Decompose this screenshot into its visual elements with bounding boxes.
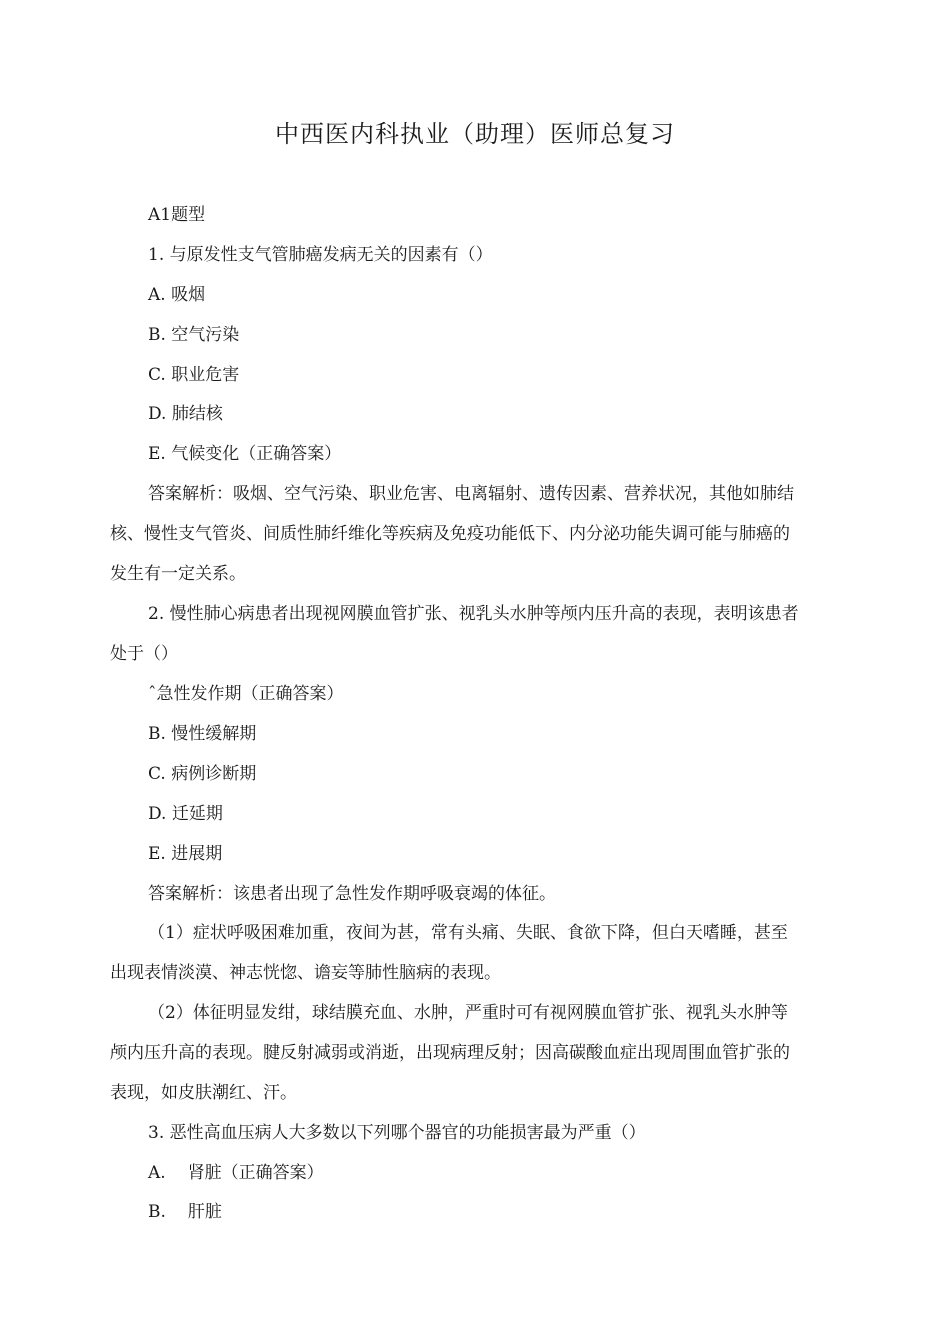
question-1-option-a: A. 吸烟 [148, 285, 206, 305]
question-1-option-e: E. 气候变化（正确答案） [148, 444, 342, 464]
option-text: 肾脏（正确答案） [187, 1163, 324, 1183]
question-2-stem-line: 处于（） [110, 644, 178, 664]
question-3-option-a [148, 1161, 848, 1185]
question-2-option-e: E. 进展期 [148, 844, 223, 864]
page-title: 中西医内科执业（助理）医师总复习 [275, 120, 675, 148]
question-2-option-b: B. 慢性缓解期 [148, 724, 257, 744]
question-1-analysis-line: 核、慢性支气管炎、间质性肺纤维化等疾病及免疫功能低下、内分泌功能失调可能与肺癌的 [110, 524, 790, 544]
section-heading: A1题型 [148, 205, 206, 225]
question-2-point-1-line: （1）症状呼吸困难加重，夜间为甚，常有头痛、失眠、食欲下降，但白天嗜睡，甚至 [148, 923, 788, 943]
question-2-point-1-line: 出现表情淡漠、神志恍惚、谵妄等肺性脑病的表现。 [110, 963, 501, 983]
question-3-option-b [148, 1200, 848, 1224]
question-1-option-b: B. 空气污染 [148, 325, 240, 345]
question-1-option-c: C. 职业危害 [148, 365, 240, 385]
question-1-option-d: D. 肺结核 [148, 404, 223, 424]
option-text: 肝脏 [187, 1202, 222, 1222]
question-1-analysis-line: 答案解析：吸烟、空气污染、职业危害、电离辐射、遗传因素、营养状况，其他如肺结 [148, 484, 794, 504]
question-2-point-2-line: 颅内压升高的表现。腱反射减弱或消逝，出现病理反射；因高碳酸血症出现周围血管扩张的 [110, 1043, 790, 1063]
question-2-option-c: C. 病例诊断期 [148, 764, 257, 784]
question-2-stem-line: 2. 慢性肺心病患者出现视网膜血管扩张、视乳头水肿等颅内压升高的表现，表明该患者 [148, 604, 799, 624]
option-letter: A. [148, 1163, 166, 1183]
question-1-analysis-line: 发生有一定关系。 [110, 564, 246, 584]
option-letter: B. [148, 1202, 166, 1222]
question-1-stem: 1. 与原发性支气管肺癌发病无关的因素有（） [148, 245, 493, 265]
question-2-option-d: D. 迁延期 [148, 804, 223, 824]
question-3-stem: 3. 恶性高血压病人大多数以下列哪个器官的功能损害最为严重（） [148, 1123, 646, 1143]
question-2-point-2-line: （2）体征明显发绀，球结膜充血、水肿，严重时可有视网膜血管扩张、视乳头水肿等 [148, 1003, 788, 1023]
question-2-option-a: ˆ急性发作期（正确答案） [148, 684, 344, 704]
question-2-analysis-intro: 答案解析：该患者出现了急性发作期呼吸衰竭的体征。 [148, 884, 556, 904]
question-2-point-2-line: 表现，如皮肤潮红、汗。 [110, 1083, 297, 1103]
